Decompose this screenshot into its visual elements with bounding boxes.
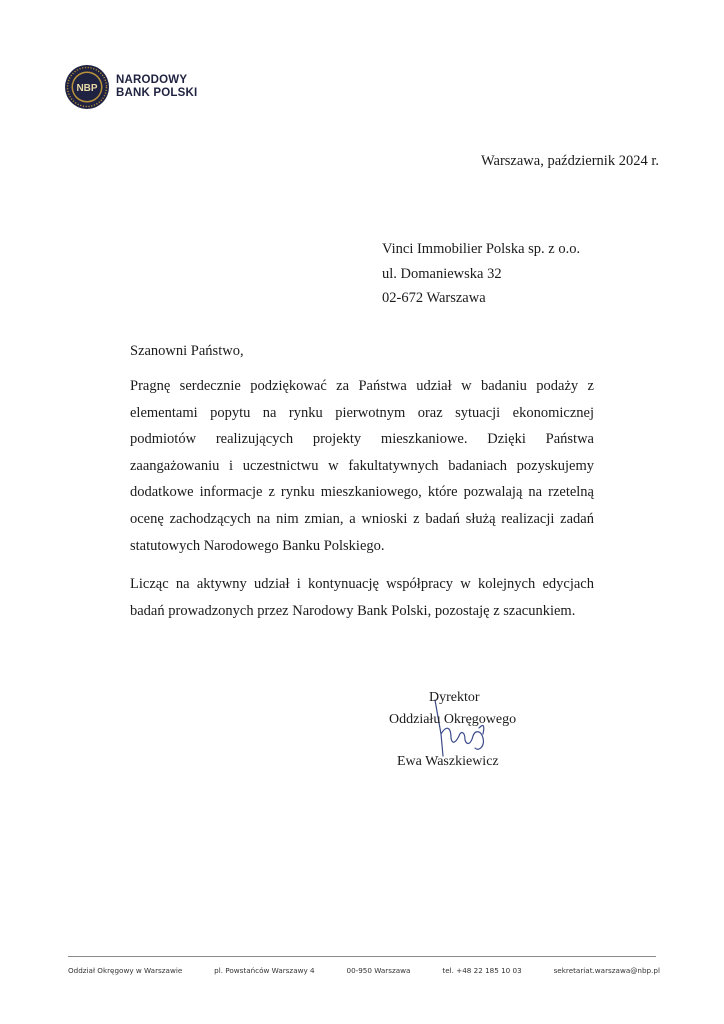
recipient-address [382, 237, 580, 311]
signatory-title: Dyrektor [429, 690, 480, 705]
logo-wordmark [116, 74, 197, 100]
recipient-street: ul. Domaniewska 32 [382, 265, 502, 282]
footer-street: pl. Powstańców Warszawy 4 [214, 966, 315, 975]
logo-line-1: NARODOWY [116, 74, 188, 86]
recipient-city: 02-672 Warszawa [382, 290, 486, 306]
nbp-logo [64, 64, 197, 110]
footer-phone: tel. +48 22 185 10 03 [442, 966, 522, 975]
signature-block [385, 690, 535, 780]
footer-postal: 00-950 Warszawa [346, 966, 411, 975]
footer [68, 966, 660, 975]
logo-line-2: BANK POLSKI [116, 87, 198, 99]
signatory-department: Oddziału Okręgowego [389, 712, 517, 727]
footer-divider [68, 956, 656, 957]
signatory-name: Ewa Waszkiewicz [397, 754, 499, 769]
salutation: Szanowni Państwo, [130, 343, 244, 359]
svg-text:NBP: NBP [76, 83, 98, 94]
recipient-company: Vinci Immobilier Polska sp. z o.o. [382, 241, 581, 257]
footer-branch: Oddział Okręgowy w Warszawie [68, 966, 183, 975]
footer-email: sekretariat.warszawa@nbp.pl [553, 966, 660, 975]
nbp-emblem-icon [64, 64, 110, 110]
body-paragraph-2: Licząc na aktywny udział i kontynuację współpracy w kolejnych edycjach badań prowadzonych przez Narodowy Bank Polski, pozostaję z szacunkiem. [130, 576, 594, 619]
letter-date: Warszawa, październik 2024 r. [481, 153, 659, 169]
body-paragraph-1: Pragnę serdecznie podziękować za Państwa udział w badaniu podaży z elementami popytu na rynku pierwotnym oraz sytuacji ekonomicznej podmiotów realizujących projekty mieszkaniowe. Dzięki Państwa zaangażowaniu i uczestnictwu w fakultatywnych badaniach pozyskujemy dodatkowe informacje z rynku mieszkaniowego, które pozwalają na rzetelną ocenę zachodzących na nim zmian, a wnioski z badań służą realizacji zadań statutowych Narodowego Banku Polskiego. [130, 378, 594, 554]
